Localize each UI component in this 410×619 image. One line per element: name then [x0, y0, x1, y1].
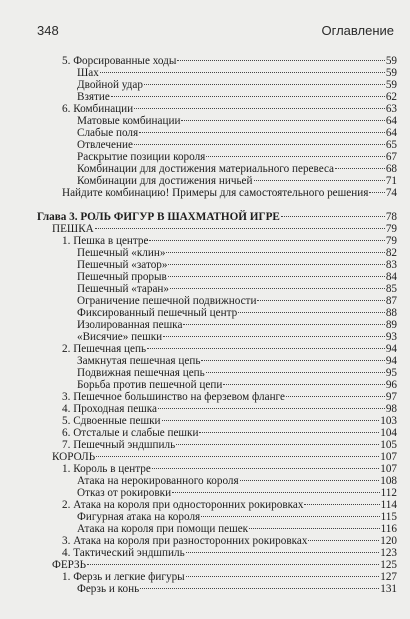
toc-entry	[37, 403, 397, 415]
toc-entry	[37, 487, 397, 499]
toc-entry	[37, 283, 397, 295]
toc-page-number: 88	[385, 307, 397, 319]
dot-leader	[100, 72, 385, 73]
toc-entry	[37, 55, 397, 67]
toc-entry	[37, 367, 397, 379]
toc-page-number: 83	[385, 259, 397, 271]
dot-leader	[201, 516, 379, 517]
toc-entry	[37, 451, 397, 463]
toc-entry-title: Атака на нерокированного короля	[77, 475, 239, 487]
toc-page-number: 62	[385, 91, 397, 103]
toc-entry	[37, 439, 397, 451]
dot-leader	[186, 552, 380, 553]
toc-entry-title: Матовые комбинации	[77, 115, 181, 127]
dot-leader	[181, 120, 384, 121]
dot-leader	[158, 408, 385, 409]
toc-entry	[37, 331, 397, 343]
toc-page-number: 79	[385, 223, 397, 235]
toc-page-number: 64	[385, 127, 397, 139]
toc-entry	[37, 319, 397, 331]
toc-entry-title: Атака на короля при помощи пешек	[77, 523, 249, 535]
dot-leader	[111, 96, 385, 97]
toc-page-number: 84	[385, 271, 397, 283]
dot-leader	[199, 432, 379, 433]
dot-leader	[281, 216, 385, 217]
toc-entry	[37, 79, 397, 91]
toc-spacer	[37, 199, 397, 211]
dot-leader	[168, 276, 385, 277]
dot-leader	[183, 324, 384, 325]
toc-page-number: 94	[385, 343, 397, 355]
toc-entry	[37, 391, 397, 403]
toc-entry	[37, 115, 397, 127]
toc-page-number: 59	[385, 55, 397, 67]
toc-page-number: 74	[385, 187, 397, 199]
dot-leader	[87, 564, 379, 565]
toc-page-number: 64	[385, 115, 397, 127]
toc-entry	[37, 151, 397, 163]
dot-leader	[257, 300, 384, 301]
toc-page-number: 71	[385, 175, 397, 187]
toc-chapter-heading	[37, 211, 397, 223]
toc-page-number: 59	[385, 67, 397, 79]
toc-entry	[37, 571, 397, 583]
toc-entry-title: «Висячие» пешки	[77, 331, 163, 343]
dot-leader	[369, 192, 384, 193]
toc-entry-title: 1. Ферзь и легкие фигуры	[62, 571, 185, 583]
toc-entry	[37, 91, 397, 103]
toc-entry-title: КОРОЛЬ	[52, 451, 96, 463]
dot-leader	[201, 360, 384, 361]
toc-entry-title: Изолированная пешка	[77, 319, 183, 331]
toc-entry	[37, 103, 397, 115]
toc-entry	[37, 499, 397, 511]
toc-page-number: 93	[385, 331, 397, 343]
toc-entry-title: Двойной удар	[77, 79, 143, 91]
dot-leader	[152, 468, 379, 469]
toc-page-number: 107	[380, 463, 397, 475]
toc-entry-title: Раскрытие позиции короля	[77, 151, 206, 163]
toc-entry-title: Комбинации для достижения ничьей	[77, 175, 253, 187]
dot-leader	[240, 480, 380, 481]
toc-entry-title: Глава 3. РОЛЬ ФИГУР В ШАХМАТНОЙ ИГРЕ	[37, 211, 280, 223]
toc-entry	[37, 547, 397, 559]
toc-entry	[37, 343, 397, 355]
dot-leader	[335, 168, 385, 169]
dot-leader	[139, 132, 385, 133]
dot-leader	[176, 444, 379, 445]
toc-entry	[37, 415, 397, 427]
dot-leader	[186, 576, 380, 577]
toc-entry	[37, 139, 397, 151]
toc-entry-title: 5. Форсированные ходы	[62, 55, 177, 67]
toc-entry	[37, 511, 397, 523]
toc-entry-title: Комбинации для достижения материального перевеса	[77, 163, 335, 175]
toc-page-number: 104	[380, 427, 397, 439]
toc-entry-title: 2. Пешечная цепь	[62, 343, 147, 355]
toc-entry-title: Фигурная атака на короля	[77, 511, 201, 523]
toc-entry-title: Пешечный прорыв	[77, 271, 167, 283]
toc-entry	[37, 271, 397, 283]
dot-leader	[140, 588, 379, 589]
toc-page-number: 68	[385, 163, 397, 175]
toc-page-number: 114	[380, 499, 397, 511]
toc-entry-title: Найдите комбинацию! Примеры для самостоятельного решения	[62, 187, 369, 199]
toc-entry-title: 6. Комбинации	[62, 103, 134, 115]
toc-entry-title: 3. Атака на короля при разносторонних рокировках	[62, 535, 308, 547]
dot-leader	[168, 264, 384, 265]
toc-page-number: 94	[385, 355, 397, 367]
toc-page-number: 89	[385, 319, 397, 331]
dot-leader	[95, 228, 385, 229]
toc-entry	[37, 67, 397, 79]
toc-page-number: 108	[380, 475, 397, 487]
toc-entry-title: Подвижная пешечная цепь	[77, 367, 205, 379]
dot-leader	[206, 156, 385, 157]
toc-entry-title: 6. Отсталые и слабые пешки	[62, 427, 199, 439]
toc-entry-title: Шах	[77, 67, 99, 79]
toc-entry	[37, 163, 397, 175]
toc-page-number: 85	[385, 283, 397, 295]
toc-page-number: 59	[385, 79, 397, 91]
dot-leader	[206, 372, 385, 373]
toc-page-number: 107	[380, 451, 397, 463]
toc-entry-title: Ферзь и конь	[77, 583, 140, 595]
toc-page-number: 97	[385, 391, 397, 403]
toc-page-number: 79	[385, 235, 397, 247]
toc-entry	[37, 535, 397, 547]
dot-leader	[134, 108, 385, 109]
toc-page-number: 103	[380, 415, 397, 427]
toc-entry	[37, 523, 397, 535]
dot-leader	[308, 540, 379, 541]
dot-leader	[134, 144, 385, 145]
dot-leader	[304, 504, 379, 505]
toc-entry-title: Пешечный «затор»	[77, 259, 168, 271]
toc-page-number: 65	[385, 139, 397, 151]
toc-entry-title: 4. Проходная пешка	[62, 403, 157, 415]
toc-entry	[37, 355, 397, 367]
toc-entry	[37, 475, 397, 487]
toc-entry	[37, 259, 397, 271]
toc-entry-title: Пешечный «таран»	[77, 283, 169, 295]
toc-entry	[37, 223, 397, 235]
page-number: 348	[37, 23, 59, 38]
dot-leader	[254, 180, 385, 181]
toc-page-number: 120	[380, 535, 397, 547]
toc-entry-title: Взятие	[77, 91, 110, 103]
toc-page-number: 78	[385, 211, 397, 223]
toc-page-number: 87	[385, 295, 397, 307]
dot-leader	[223, 384, 384, 385]
dot-leader	[249, 528, 380, 529]
dot-leader	[286, 396, 385, 397]
toc-entry-title: Фиксированный пешечный центр	[77, 307, 238, 319]
toc-entry	[37, 463, 397, 475]
dot-leader	[172, 492, 380, 493]
toc-page-number: 116	[380, 523, 397, 535]
toc-page-number: 123	[380, 547, 397, 559]
toc-entry-title: 5. Сдвоенные пешки	[62, 415, 161, 427]
toc-entry-title: Отказ от рокировки	[77, 487, 172, 499]
toc-entry	[37, 379, 397, 391]
toc-page-number: 67	[385, 151, 397, 163]
toc-entry-title: Пешечный «клин»	[77, 247, 166, 259]
section-title: Оглавление	[321, 23, 394, 38]
toc-entry	[37, 427, 397, 439]
toc-entry-title: 1. Пешка в центре	[62, 235, 149, 247]
dot-leader	[162, 420, 380, 421]
toc-entry-title: Слабые поля	[77, 127, 139, 139]
toc-page-number: 82	[385, 247, 397, 259]
toc-entry-title: Замкнутая пешечная цепь	[77, 355, 201, 367]
toc-entry-title: 4. Тактический эндшпиль	[62, 547, 185, 559]
dot-leader	[149, 240, 384, 241]
toc-entry-title: 1. Король в центре	[62, 463, 151, 475]
toc-page-number: 131	[380, 583, 397, 595]
dot-leader	[177, 60, 384, 61]
toc-page-number: 98	[385, 403, 397, 415]
toc-entry-title: Борьба против пешечной цепи	[77, 379, 223, 391]
toc-entry	[37, 187, 397, 199]
toc-entry	[37, 295, 397, 307]
dot-leader	[144, 84, 385, 85]
toc-page-number: 112	[380, 487, 397, 499]
toc-entry-title: ФЕРЗЬ	[52, 559, 87, 571]
toc-page-number: 105	[380, 439, 397, 451]
table-of-contents	[37, 55, 397, 595]
toc-entry-title: Ограничение пешечной подвижности	[77, 295, 257, 307]
dot-leader	[147, 348, 385, 349]
toc-entry-title: 2. Атака на короля при односторонних рокировках	[62, 499, 304, 511]
toc-page-number: 95	[385, 367, 397, 379]
toc-entry-title: 3. Пешечное большинство на ферзевом фланге	[62, 391, 285, 403]
dot-leader	[96, 456, 379, 457]
toc-entry	[37, 235, 397, 247]
toc-entry	[37, 175, 397, 187]
toc-page-number: 125	[380, 559, 397, 571]
toc-entry	[37, 127, 397, 139]
toc-entry-title: Отвлечение	[77, 139, 133, 151]
toc-entry	[37, 247, 397, 259]
toc-entry	[37, 583, 397, 595]
dot-leader	[170, 288, 385, 289]
toc-page-number: 115	[380, 511, 397, 523]
toc-entry	[37, 307, 397, 319]
toc-entry-title: 7. Пешечный эндшпиль	[62, 439, 176, 451]
dot-leader	[238, 312, 385, 313]
dot-leader	[163, 336, 385, 337]
toc-entry-title: ПЕШКА	[52, 223, 94, 235]
toc-entry	[37, 559, 397, 571]
toc-page-number: 96	[385, 379, 397, 391]
toc-page-number: 63	[385, 103, 397, 115]
dot-leader	[166, 252, 384, 253]
toc-page-number: 127	[380, 571, 397, 583]
